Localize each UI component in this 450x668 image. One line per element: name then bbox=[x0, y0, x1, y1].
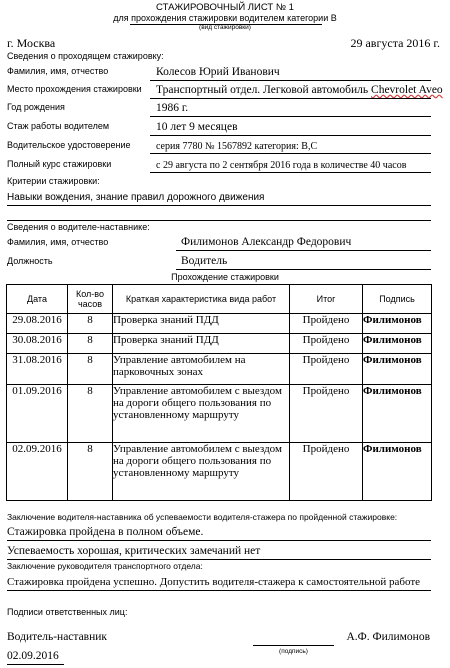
mentor-name-label: Фамилия, имя, отчество bbox=[7, 237, 109, 247]
mentor-position-label: Должность bbox=[7, 256, 53, 266]
row-signature: Филимонов bbox=[363, 443, 432, 501]
field-value-license: серия 7780 № 1567892 категория: В,С bbox=[156, 141, 318, 152]
row-signature: Филимонов bbox=[363, 334, 432, 354]
mentor-conclusion-line1: Стажировка пройдена в полном объеме. bbox=[7, 526, 204, 538]
table-row bbox=[7, 354, 432, 385]
row-date: 01.09.2016 bbox=[7, 385, 68, 443]
header-hours: Кол-во часов bbox=[68, 285, 113, 314]
mentor-section-label: Сведения о водителе-наставнике: bbox=[7, 222, 150, 232]
internship-table bbox=[6, 284, 432, 501]
signature-caption: (подпись) bbox=[279, 648, 308, 655]
row-result: Пройдено bbox=[290, 385, 363, 443]
mentor-sign-name: А.Ф. Филимонов bbox=[346, 631, 430, 643]
criteria-value: Навыки вождения, знание правил дорожного движения bbox=[7, 192, 265, 203]
document-title: СТАЖИРОВОЧНЫЙ ЛИСТ № 1 bbox=[156, 2, 294, 13]
head-conclusion-value: Стажировка пройдена успешно. Допустить водителя-стажера к самостоятельной работе bbox=[7, 576, 421, 588]
row-result: Пройдено bbox=[290, 354, 363, 385]
row-hours: 8 bbox=[68, 354, 113, 385]
mentor-position: Водитель bbox=[181, 255, 228, 267]
field-label-birth-year: Год рождения bbox=[7, 102, 65, 112]
table-title: Прохождение стажировки bbox=[171, 272, 279, 282]
field-value-fio: Колесов Юрий Иванович bbox=[156, 66, 280, 78]
trainee-section-label: Сведения о проходящем стажировку: bbox=[7, 51, 164, 61]
mentor-sign-label: Водитель-наставник bbox=[7, 631, 107, 643]
signatures-label: Подписи ответственных лиц: bbox=[7, 607, 128, 617]
row-date: 31.08.2016 bbox=[7, 354, 68, 385]
row-hours: 8 bbox=[68, 443, 113, 501]
row-signature: Филимонов bbox=[363, 385, 432, 443]
row-result: Пройдено bbox=[290, 443, 363, 501]
table-row bbox=[7, 385, 432, 443]
row-signature: Филимонов bbox=[363, 314, 432, 334]
row-date: 29.08.2016 bbox=[7, 314, 68, 334]
row-description: Проверка знаний ПДД bbox=[113, 334, 290, 354]
field-label-experience: Стаж работы водителем bbox=[7, 121, 110, 131]
row-description: Управление автомобилем с выездом на дороги общего пользования по установленному маршруту bbox=[113, 443, 290, 501]
place: г. Москва bbox=[7, 36, 56, 50]
field-label-course: Полный курс стажировки bbox=[7, 159, 112, 169]
table-row bbox=[7, 314, 432, 334]
header-signature: Подпись bbox=[363, 285, 432, 314]
table-header-row bbox=[7, 285, 432, 314]
field-value-birth-year: 1986 г. bbox=[156, 102, 189, 114]
row-hours: 8 bbox=[68, 385, 113, 443]
field-value-experience: 10 лет 9 месяцев bbox=[156, 121, 238, 133]
head-conclusion-label: Заключение руководителя транспортного отдела: bbox=[7, 561, 203, 571]
mentor-conclusion-label: Заключение водителя-наставника об успеваемости водителя-стажера по пройденной стажировке: bbox=[7, 512, 398, 522]
document-date: 29 августа 2016 г. bbox=[350, 36, 440, 50]
header-result: Итог bbox=[290, 285, 363, 314]
sign-date: 02.09.2016 bbox=[7, 650, 59, 662]
field-label-place: Место прохождения стажировки bbox=[7, 84, 142, 94]
row-description: Управление автомобилем с выездом на дороги общего пользования по установленному маршруту bbox=[113, 385, 290, 443]
row-hours: 8 bbox=[68, 314, 113, 334]
row-signature: Филимонов bbox=[363, 354, 432, 385]
header-description: Краткая характеристика вида работ bbox=[113, 285, 290, 314]
row-result: Пройдено bbox=[290, 334, 363, 354]
row-description: Управление автомобилем на парковочных зонах bbox=[113, 354, 290, 385]
document-subtitle: для прохождения стажировки водителем категории В bbox=[113, 13, 337, 23]
field-label-fio: Фамилия, имя, отчество bbox=[7, 66, 109, 76]
mentor-name: Филимонов Александр Федорович bbox=[181, 236, 352, 248]
row-result: Пройдено bbox=[290, 314, 363, 334]
table-row bbox=[7, 334, 432, 354]
subtitle-note: (вид стажировки) bbox=[199, 24, 251, 31]
row-hours: 8 bbox=[68, 334, 113, 354]
mentor-conclusion-line2: Успеваемость хорошая, критических замечаний нет bbox=[7, 545, 261, 557]
criteria-label: Критерии стажировки: bbox=[7, 176, 100, 186]
row-date: 30.08.2016 bbox=[7, 334, 68, 354]
header-date: Дата bbox=[7, 285, 68, 314]
field-value-place: Транспортный отдел. Легковой автомобиль Chevrolet Aveo bbox=[156, 84, 443, 96]
field-label-license: Водительское удостоверение bbox=[7, 140, 131, 150]
table-row bbox=[7, 443, 432, 501]
row-description: Проверка знаний ПДД bbox=[113, 314, 290, 334]
row-date: 02.09.2016 bbox=[7, 443, 68, 501]
field-value-course: с 29 августа по 2 сентября 2016 года в количестве 40 часов bbox=[156, 160, 407, 171]
signature-line bbox=[253, 645, 334, 646]
